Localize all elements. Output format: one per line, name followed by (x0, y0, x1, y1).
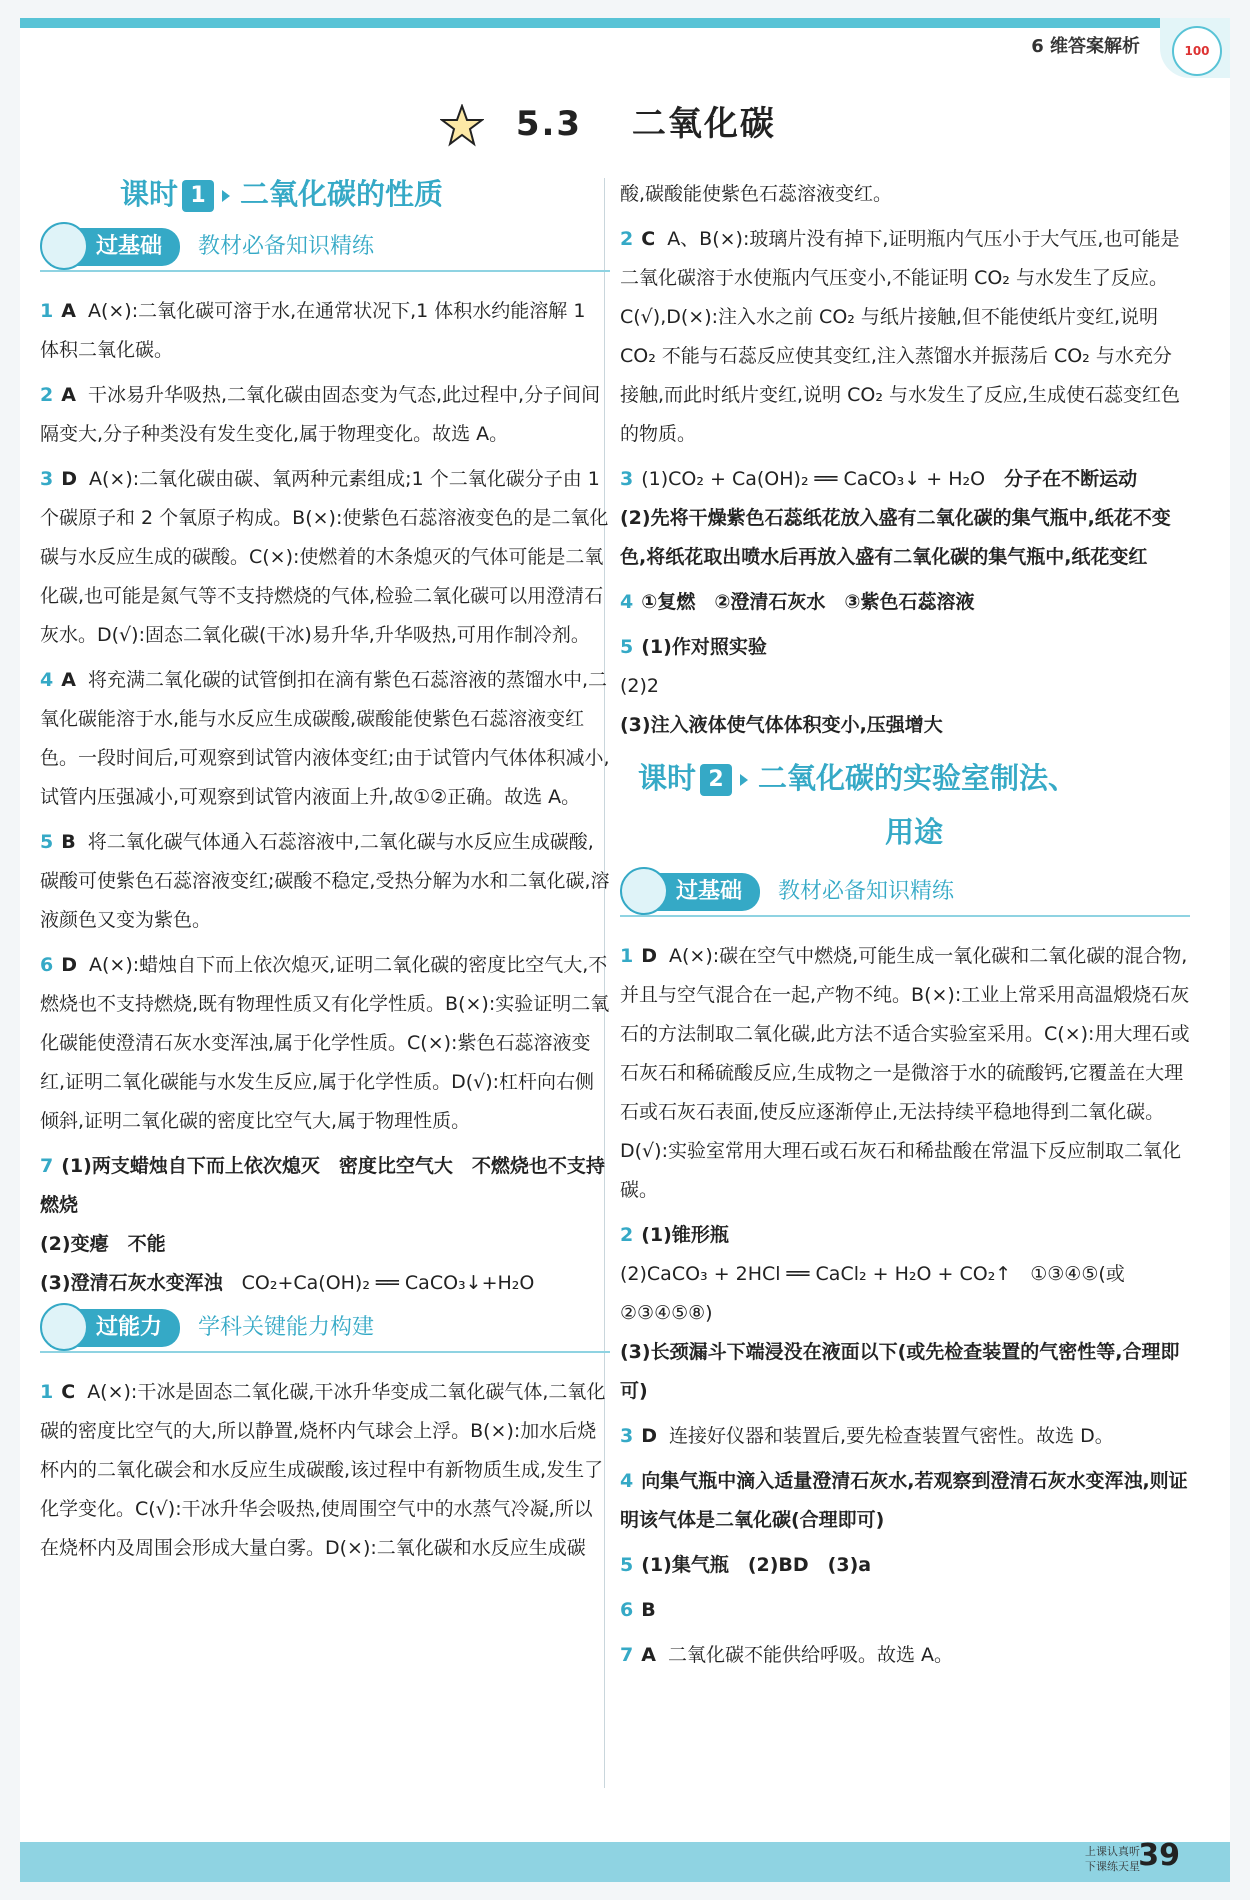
lesson-2-heading (638, 751, 1190, 859)
basic-ribbon (50, 228, 180, 266)
item-text: A(×):蜡烛自下而上依次熄灭,证明二氧化碳的密度比空气大,不燃烧也不支持燃烧,既有物理性质又有化学性质。B(×):实验证明二氧化碳能使澄清石灰水变浑浊,属于化学性质。C(×):紫色石蕊溶液变红,证明二氧化碳能与水发生反应,属于化学性质。D(√):杠杆向右侧倾斜,证明二氧化碳的密度比空气大,属于物理性质。 (40, 954, 610, 1132)
item-answer: D (61, 468, 78, 490)
item-text: (1)两支蜡烛自下而上依次熄灭 密度比空气大 不燃烧也不支持燃烧 (40, 1155, 605, 1216)
item-answer: D (641, 945, 658, 967)
item-answer: B (61, 831, 76, 853)
header-label: 6 维答案解析 (1031, 36, 1140, 57)
item-number: 4 (620, 591, 634, 613)
item-text: (3)注入液体使气体体积变小,压强增大 (620, 714, 943, 736)
item-text: A(×):二氧化碳可溶于水,在通常状况下,1 体积水约能溶解 1 体积二氧化碳。 (40, 300, 586, 361)
mascot-icon (40, 1303, 88, 1351)
basic-answer-list-right (620, 220, 1190, 454)
l2-answer-item-3 (620, 1417, 1190, 1456)
lesson2-answer-list (620, 937, 1190, 1210)
l2-answer-item-4 (620, 1462, 1190, 1540)
equation: (1)CO₂ + Ca(OH)₂ ══ CaCO₃↓ + H₂O (641, 468, 986, 490)
answer-item-4 (620, 583, 1190, 622)
item-number: 1 (40, 1381, 54, 1403)
banner-subtitle: 学科关键能力构建 (198, 1315, 375, 1340)
banner-subtitle: 教材必备知识精练 (198, 234, 375, 259)
banner-subtitle: 教材必备知识精练 (778, 879, 955, 904)
section-name: 二氧化碳 (631, 104, 776, 144)
footer-slogan (1085, 1844, 1140, 1874)
section-title (440, 96, 776, 146)
lesson-title-line2: 用途 (884, 815, 943, 849)
item-answer: A (61, 669, 76, 691)
lesson-title: 二氧化碳的实验室制法、 (758, 761, 1078, 795)
item-text: 分子在不断运动 (1004, 468, 1138, 490)
item-text: A(×):干冰是固态二氧化碳,干冰升华变成二氧化碳气体,二氧化碳的密度比空气的大,所以静置,烧杯内气球会上浮。B(×):加水后烧杯内的二氧化碳会和水反应生成碳酸,该过程中有新物质生成,发生了化学变化。C(√):干冰升华会吸热,使周围空气中的水蒸气冷凝,所以在烧杯内及周围会形成大量白雾。D(×):二氧化碳和水反应生成碳 (40, 1381, 606, 1559)
answer-item-7 (40, 1147, 610, 1303)
item-text: (1)作对照实验 (641, 636, 767, 658)
item-text: 向集气瓶中滴入适量澄清石灰水,若观察到澄清石灰水变浑浊,则证明该气体是二氧化碳(合理即可) (620, 1470, 1188, 1531)
item-number: 2 (620, 228, 634, 250)
lesson-prefix: 课时 (638, 761, 697, 795)
item-number: 4 (620, 1470, 634, 1492)
l2-answer-item-5 (620, 1546, 1190, 1585)
equation: CO₂+Ca(OH)₂ ══ CaCO₃↓+H₂O (241, 1272, 535, 1294)
item-text: 干冰易升华吸热,二氧化碳由固态变为气态,此过程中,分子间间隔变大,分子种类没有发生变化,属于物理变化。故选 A。 (40, 384, 601, 445)
bottom-band (20, 1842, 1230, 1882)
item-text: (3)澄清石灰水变浑浊 (40, 1272, 223, 1294)
answer-item (620, 937, 1190, 1210)
corner-badge (1160, 18, 1230, 78)
item-number: 3 (40, 468, 54, 490)
ribbon-label: 过基础 (676, 879, 743, 904)
basic-banner (40, 228, 610, 272)
item-text: A(×):碳在空气中燃烧,可能生成一氧化碳和二氧化碳的混合物,并且与空气混合在一起,产物不纯。B(×):工业上常采用高温煅烧石灰石的方法制取二氧化碳,此方法不适合实验室采用。C(×):用大理石或石灰石和稀硫酸反应,生成物之一是微溶于水的硫酸钙,它覆盖在大理石或石灰石表面,使反应逐渐停止,无法持续平稳地得到二氧化碳。D(√):实验室常用大理石或石灰石和稀盐酸在常温下反应制取二氧化碳。 (620, 945, 1190, 1201)
item-answer: C (61, 1381, 76, 1403)
item-text: (2)2 (620, 675, 660, 697)
item-number: 7 (40, 1155, 54, 1177)
item-text: ①复燃 ②澄清石灰水 ③紫色石蕊溶液 (641, 591, 975, 613)
continuation-text: 酸,碳酸能使紫色石蕊溶液变红。 (620, 183, 893, 205)
answer-item-3 (620, 460, 1190, 577)
item-number: 5 (620, 636, 634, 658)
item-number: 3 (620, 468, 634, 490)
item-answer: A (641, 1644, 656, 1666)
answer-item (40, 661, 610, 817)
item-text: 将二氧化碳气体通入石蕊溶液中,二氧化碳与水反应生成碳酸,碳酸可使紫色石蕊溶液变红;碳酸不稳定,受热分解为水和二氧化碳,溶液颜色又变为紫色。 (40, 831, 610, 931)
item-answer: B (641, 1599, 656, 1621)
item-number: 1 (620, 945, 634, 967)
l2-answer-item-2 (620, 1216, 1190, 1411)
triangle-icon (740, 774, 748, 786)
answer-item (40, 460, 610, 655)
l2-answer-item-7 (620, 1636, 1190, 1675)
item-text: 连接好仪器和装置后,要先检查装置气密性。故选 D。 (669, 1425, 1114, 1447)
star-icon (440, 104, 484, 148)
basic-answer-list (40, 292, 610, 1141)
l2-answer-item-6 (620, 1591, 1190, 1630)
basic-ribbon (630, 873, 760, 911)
top-band (20, 18, 1170, 28)
item-text: (2)先将干燥紫色石蕊纸花放入盛有二氧化碳的集气瓶中,纸花不变色,将纸花取出喷水后再放入盛有二氧化碳的集气瓶中,纸花变红 (620, 507, 1171, 568)
equation: (2)CaCO₃ + 2HCl ══ CaCl₂ + H₂O + CO₂↑ ①③④⑤(或②③④⑤⑧) (620, 1263, 1125, 1324)
answer-item (40, 292, 610, 370)
ability-ribbon (50, 1309, 180, 1347)
item-text: (3)长颈漏斗下端浸没在液面以下(或先检查装置的气密性等,合理即可) (620, 1341, 1180, 1402)
mascot-icon (620, 867, 668, 915)
item-number: 5 (40, 831, 54, 853)
item-number: 5 (620, 1554, 634, 1576)
left-column (40, 175, 610, 1574)
item-number: 6 (620, 1599, 634, 1621)
page-number: 39 (1138, 1838, 1180, 1873)
lesson-1-heading (120, 175, 610, 214)
lesson-title: 二氧化碳的性质 (240, 177, 444, 211)
footer-line: 下课练天星 (1085, 1860, 1140, 1873)
answer-item (40, 376, 610, 454)
basic-banner-2 (620, 873, 1190, 917)
answer-item (40, 946, 610, 1141)
mascot-icon (40, 222, 88, 270)
item-answer: D (641, 1425, 658, 1447)
lesson-number-badge: 1 (182, 180, 214, 212)
answer-item-5 (620, 628, 1190, 745)
ribbon-label: 过基础 (96, 234, 163, 259)
item-number: 4 (40, 669, 54, 691)
ribbon-label: 过能力 (96, 1315, 163, 1340)
lesson-number-badge: 2 (700, 764, 732, 796)
ability-answer-list (40, 1373, 610, 1568)
item-text: 二氧化碳不能供给呼吸。故选 A。 (667, 1644, 953, 1666)
item-number: 2 (620, 1224, 634, 1246)
item-number: 7 (620, 1644, 634, 1666)
section-number: 5.3 (515, 104, 583, 144)
item-text: A(×):二氧化碳由碳、氧两种元素组成;1 个二氧化碳分子由 1 个碳原子和 2 个氧原子构成。B(×):使紫色石蕊溶液变色的是二氧化碳与水反应生成的碳酸。C(×):使燃着的木条熄灭的气体可能是二氧化碳,也可能是氮气等不支持燃烧的气体,检验二氧化碳可以用澄清石灰水。D(√):固态二氧化碳(干冰)易升华,升华吸热,可用作制冷剂。 (40, 468, 609, 646)
answer-item (620, 220, 1190, 454)
item-answer: A (61, 384, 76, 406)
item-text: A、B(×):玻璃片没有掉下,证明瓶内气压小于大气压,也可能是二氧化碳溶于水使瓶内气压变小,不能证明 CO₂ 与水发生了反应。C(√),D(×):注入水之前 CO₂ 与纸片接触,但不能使纸片变红,说明 CO₂ 不能与石蕊反应使其变红,注入蒸馏水并振荡后 CO₂ 与水充分接触,而此时纸片变红,说明 CO₂ 与水发生了反应,生成使石蕊变红色的物质。 (620, 228, 1181, 445)
item-number: 6 (40, 954, 54, 976)
item-answer: A (61, 300, 76, 322)
item-number: 2 (40, 384, 54, 406)
lesson-prefix: 课时 (120, 177, 179, 211)
badge-logo: 100 (1172, 26, 1222, 76)
answer-item (40, 823, 610, 940)
item-text: (1)集气瓶 (2)BD (3)a (641, 1554, 872, 1576)
item-answer: D (61, 954, 78, 976)
item-text: 将充满二氧化碳的试管倒扣在滴有紫色石蕊溶液的蒸馏水中,二氧化碳能溶于水,能与水反应生成碳酸,碳酸能使紫色石蕊溶液变红色。一段时间后,可观察到试管内液体变红;由于试管内气体体积减小,试管内压强减小,可观察到试管内液面上升,故①②正确。故选 A。 (40, 669, 610, 808)
item-answer: C (641, 228, 656, 250)
item-number: 3 (620, 1425, 634, 1447)
answer-item (40, 1373, 610, 1568)
item-text: (1)锥形瓶 (641, 1224, 729, 1246)
ability-banner (40, 1309, 610, 1353)
item-text: (2)变瘪 不能 (40, 1233, 166, 1255)
item-number: 1 (40, 300, 54, 322)
right-column (620, 175, 1190, 1681)
triangle-icon (222, 190, 230, 202)
footer-line: 上课认真听 (1085, 1845, 1140, 1858)
